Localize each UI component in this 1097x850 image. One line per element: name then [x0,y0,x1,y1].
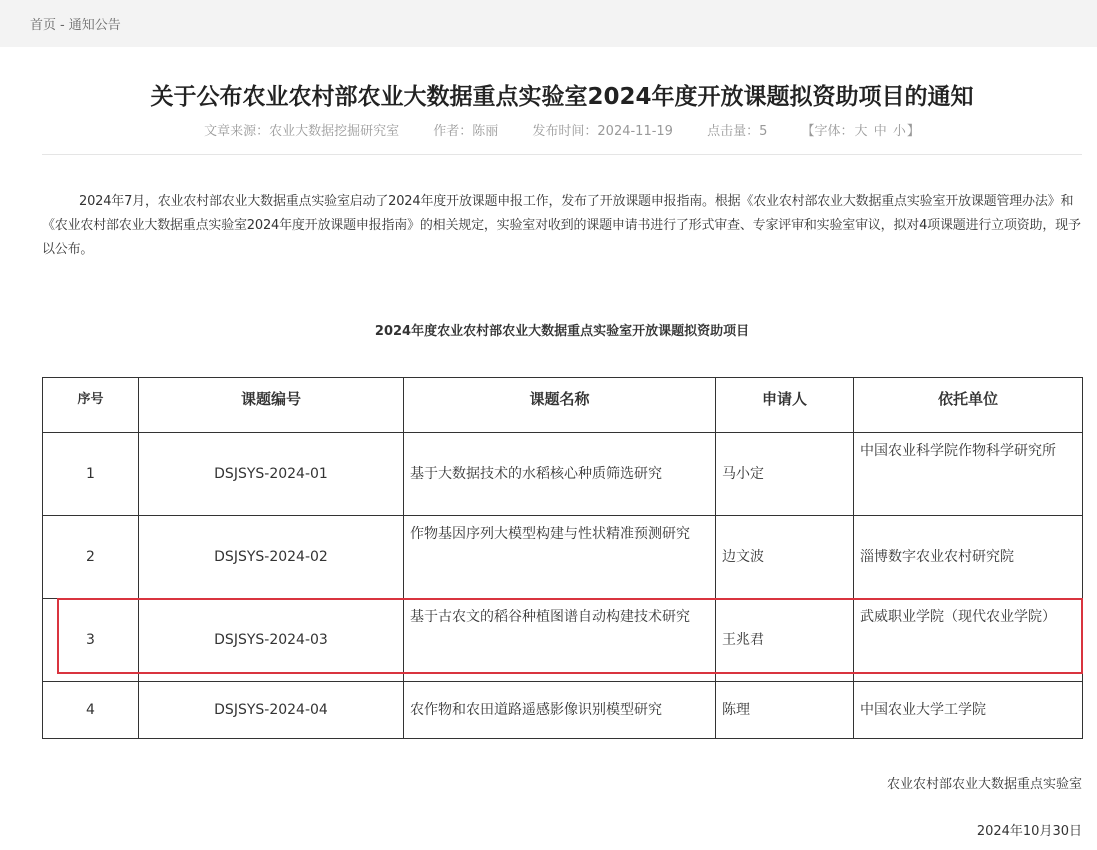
article-source: 文章来源：农业大数据挖掘研究室 [204,124,400,139]
article-click-count: 点击量：5 [707,124,768,139]
breadcrumb-bar [0,0,1097,47]
font-size-prefix: 【字体： [801,124,854,139]
cell-applicant: 陈理 [716,682,854,739]
cell-project-code: DSJSYS-2024-03 [139,599,404,682]
projects-table [42,377,1083,739]
table-row [43,433,1083,516]
header-project-code: 课题编号 [139,378,404,433]
cell-project-name: 基于古农文的稻谷种植图谱自动构建技术研究 [404,599,716,682]
breadcrumb-home-link[interactable]: 首页 [30,18,57,33]
cell-project-name: 作物基因序列大模型构建与性状精准预测研究 [404,516,716,599]
table-row [43,599,1083,682]
header-institution: 依托单位 [854,378,1083,433]
header-index: 序号 [43,378,139,433]
header-applicant: 申请人 [716,378,854,433]
cell-applicant: 王兆君 [716,599,854,682]
article-meta [40,120,1084,139]
table-header-row [43,378,1083,433]
header-project-name: 课题名称 [404,378,716,433]
article-author: 作者：陈丽 [433,124,499,139]
cell-project-name: 基于大数据技术的水稻核心种质筛选研究 [404,433,716,516]
cell-applicant: 边文波 [716,516,854,599]
cell-applicant: 马小定 [716,433,854,516]
signature-date: 2024年10月30日 [976,824,1082,839]
cell-institution: 淄博数字农业农村研究院 [854,516,1083,599]
table-row [43,682,1083,739]
table-row [43,516,1083,599]
font-size-switcher [802,124,920,139]
title-divider [42,154,1082,155]
font-size-suffix: 】 [906,124,920,139]
article-body-paragraph: 2024年7月，农业农村部农业大数据重点实验室启动了2024年度开放课题申报工作，发布了开放课题申报指南。根据《农业农村部农业大数据重点实验室开放课题管理办法》和《农业农村部农业大数据重点实验室2024年度开放课题申报指南》的相关规定，实验室对收到的课题申请书进行了形式审查、专家评审和实验室审议，拟对4项课题进行立项资助，现予以公布。 [42,194,1081,257]
font-size-large-link[interactable]: 大 [854,124,868,139]
article-publish-time: 发布时间：2024-11-19 [532,124,673,139]
font-size-small-link[interactable]: 小 [892,124,906,139]
cell-institution: 中国农业大学工学院 [854,682,1083,739]
signature: 农业农村部农业大数据重点实验室 [886,777,1082,792]
cell-project-code: DSJSYS-2024-02 [139,516,404,599]
font-size-medium-link[interactable]: 中 [873,124,887,139]
cell-project-code: DSJSYS-2024-01 [139,433,404,516]
cell-index: 2 [43,516,139,599]
cell-project-code: DSJSYS-2024-04 [139,682,404,739]
breadcrumb [30,14,121,33]
breadcrumb-current-link[interactable]: 通知公告 [68,18,121,33]
cell-institution: 武威职业学院（现代农业学院） [854,599,1083,682]
cell-index: 4 [43,682,139,739]
breadcrumb-separator: - [60,18,65,33]
cell-project-name: 农作物和农田道路遥感影像识别模型研究 [404,682,716,739]
page-title: 关于公布农业农村部农业大数据重点实验室2024年度开放课题拟资助项目的通知 [150,84,974,110]
cell-institution: 中国农业科学院作物科学研究所 [854,433,1083,516]
cell-index: 1 [43,433,139,516]
table-caption: 2024年度农业农村部农业大数据重点实验室开放课题拟资助项目 [374,324,750,339]
cell-index: 3 [43,599,139,682]
